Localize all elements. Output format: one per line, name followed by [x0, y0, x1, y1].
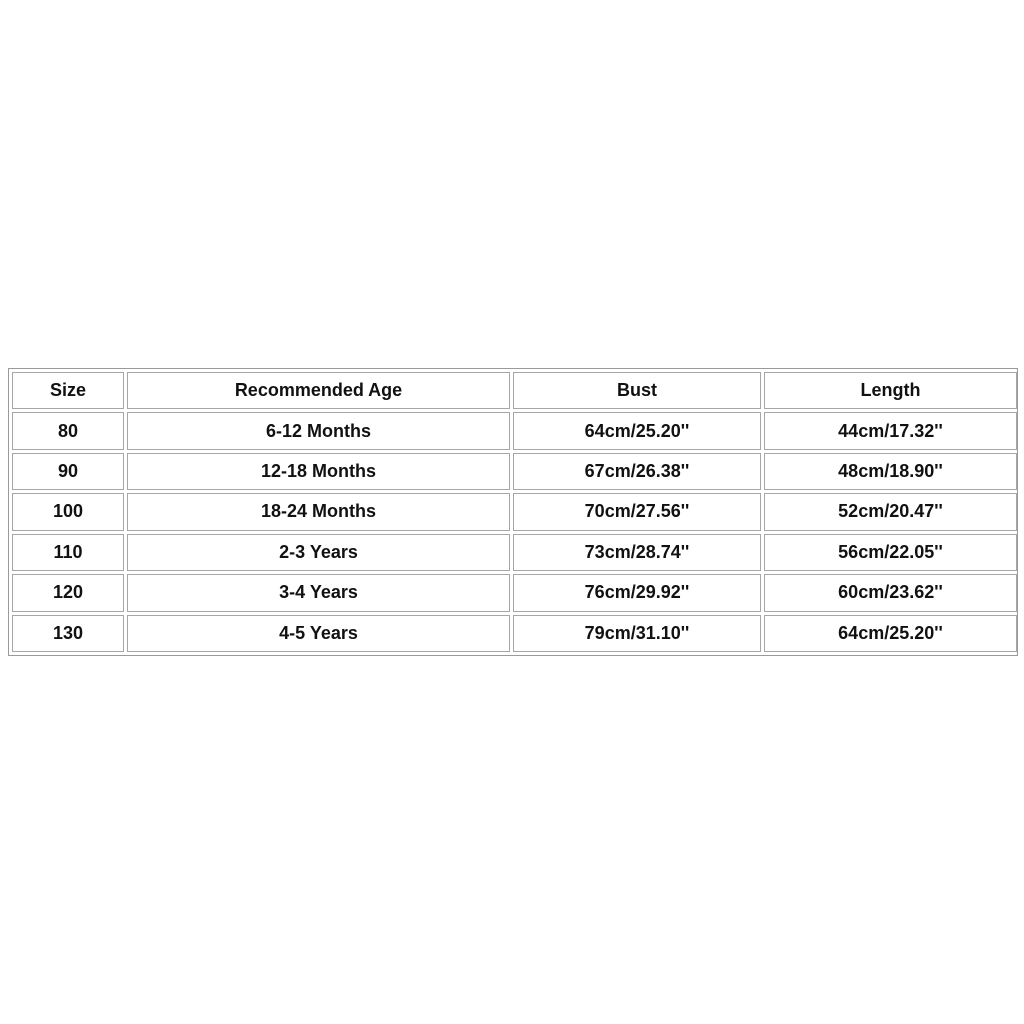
cell-bust: 73cm/28.74'' — [513, 534, 761, 571]
cell-length: 48cm/18.90'' — [764, 453, 1017, 490]
cell-bust: 70cm/27.56'' — [513, 493, 761, 530]
header-bust: Bust — [513, 372, 761, 409]
cell-bust: 67cm/26.38'' — [513, 453, 761, 490]
cell-size: 100 — [12, 493, 124, 530]
cell-size: 120 — [12, 574, 124, 611]
header-length: Length — [764, 372, 1017, 409]
table-header-row — [12, 372, 1017, 409]
cell-size: 90 — [12, 453, 124, 490]
cell-size: 110 — [12, 534, 124, 571]
table-row — [12, 574, 1017, 611]
cell-length: 64cm/25.20'' — [764, 615, 1017, 652]
table-row — [12, 493, 1017, 530]
cell-size: 130 — [12, 615, 124, 652]
size-chart-table — [9, 369, 1020, 655]
cell-length: 60cm/23.62'' — [764, 574, 1017, 611]
cell-age: 18-24 Months — [127, 493, 510, 530]
cell-size: 80 — [12, 412, 124, 449]
cell-length: 52cm/20.47'' — [764, 493, 1017, 530]
cell-age: 12-18 Months — [127, 453, 510, 490]
cell-bust: 79cm/31.10'' — [513, 615, 761, 652]
cell-bust: 76cm/29.92'' — [513, 574, 761, 611]
table-row — [12, 453, 1017, 490]
cell-length: 44cm/17.32'' — [764, 412, 1017, 449]
cell-age: 3-4 Years — [127, 574, 510, 611]
table-row — [12, 534, 1017, 571]
cell-length: 56cm/22.05'' — [764, 534, 1017, 571]
cell-bust: 64cm/25.20'' — [513, 412, 761, 449]
header-recommended-age: Recommended Age — [127, 372, 510, 409]
header-size: Size — [12, 372, 124, 409]
cell-age: 4-5 Years — [127, 615, 510, 652]
table-row — [12, 412, 1017, 449]
cell-age: 2-3 Years — [127, 534, 510, 571]
size-chart-table-frame — [8, 368, 1018, 656]
cell-age: 6-12 Months — [127, 412, 510, 449]
table-row — [12, 615, 1017, 652]
